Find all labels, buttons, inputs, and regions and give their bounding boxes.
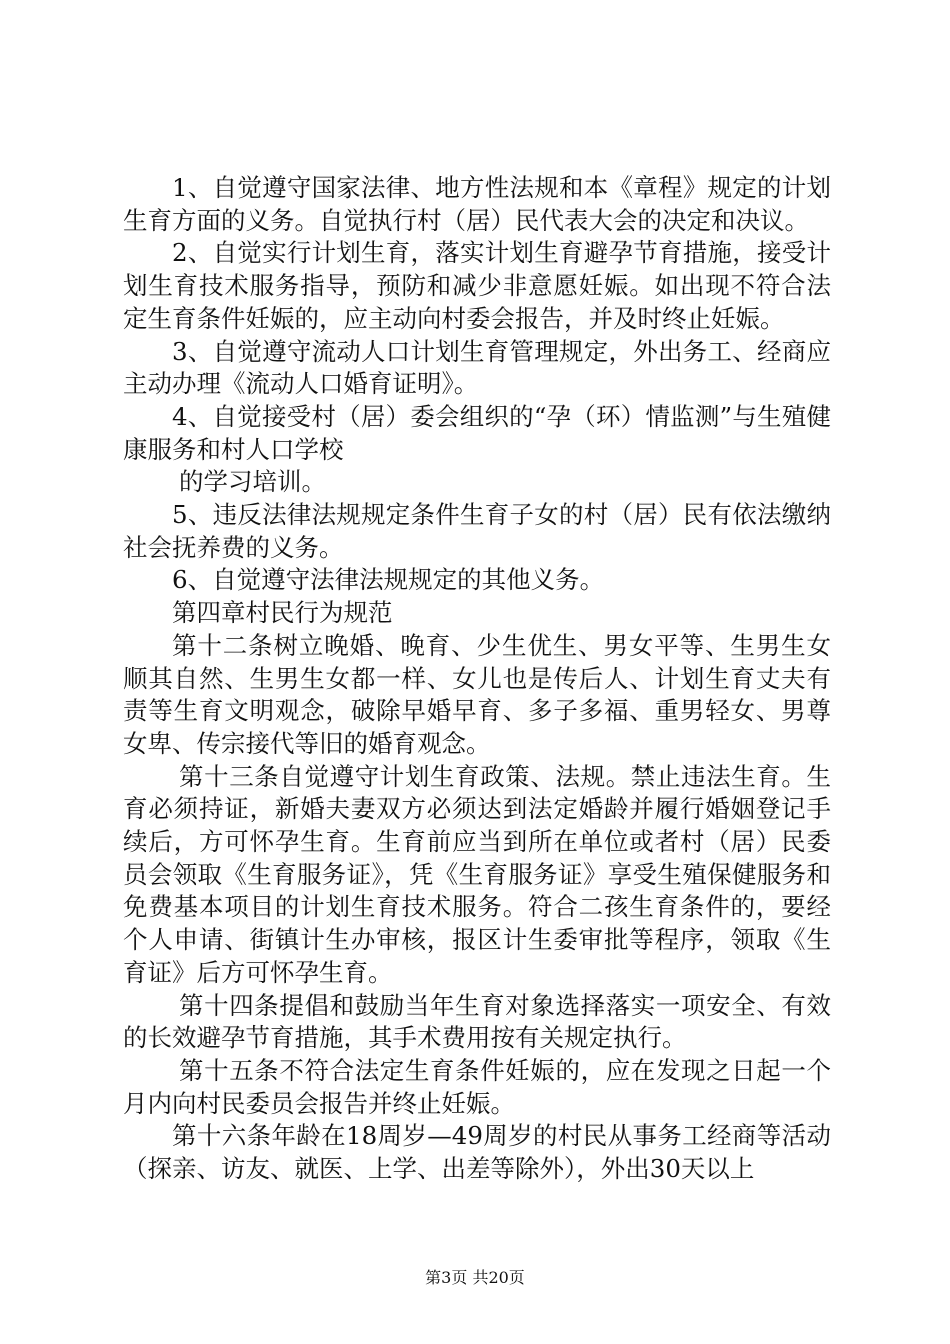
paragraph-obligation-6: 6、自觉遵守法律法规规定的其他义务。: [172, 565, 605, 595]
paragraph-obligation-1: 1、自觉遵守国家法律、地方性法规和本《章程》规定的计划生育方面的义务。自觉执行村（居）民代表大会的决定和决议。: [123, 173, 831, 235]
page-footer: [0, 1268, 950, 1288]
paragraph-article-15: 第十五条不符合法定生育条件妊娠的，应在发现之日起一个月内向村民委员会报告并终止妊娠。: [123, 1055, 831, 1118]
page-number: 第3页 共20页: [425, 1268, 525, 1287]
paragraph-article-16: 第十六条年龄在18周岁—49周岁的村民从事务工经商等活动（探亲、访友、就医、上学、出差等除外），外出30天以上: [123, 1121, 831, 1184]
chapter-heading: 第四章村民行为规范: [172, 598, 393, 628]
document-body: [123, 172, 831, 1186]
paragraph-obligation-5: 5、违反法律法规规定条件生育子女的村（居）民有依法缴纳社会抚养费的义务。: [123, 500, 831, 562]
paragraph-obligation-4: 4、自觉接受村（居）委会组织的“孕（环）情监测”与生殖健康服务和村人口学校: [123, 401, 831, 464]
paragraph-obligation-2: 2、自觉实行计划生育，落实计划生育避孕节育措施，接受计划生育技术服务指导，预防和减少非意愿妊娠。如出现不符合法定生育条件妊娠的，应主动向村委会报告，并及时终止妊娠。: [123, 238, 831, 333]
paragraph-obligation-3: 3、自觉遵守流动人口计划生育管理规定，外出务工、经商应主动办理《流动人口婚育证明》。: [123, 336, 831, 399]
paragraph-article-12: 第十二条树立晚婚、晚育、少生优生、男女平等、生男生女顺其自然、生男生女都一样、女儿也是传后人、计划生育丈夫有责等生育文明观念，破除早婚早育、多子多福、重男轻女、男尊女卑、传宗接代等旧的婚育观念。: [123, 630, 831, 758]
paragraph-article-13: 第十三条自觉遵守计划生育政策、法规。禁止违法生育。生育必须持证，新婚夫妻双方必须达到法定婚龄并履行婚姻登记手续后，方可怀孕生育。生育前应当到所在单位或者村（居）民委员会领取《生育服务证》，凭《生育服务证》享受生殖保健服务和免费基本项目的计划生育技术服务。符合二孩生育条件的，要经个人申请、街镇计生办审核，报区计生委审批等程序，领取《生育证》后方可怀孕生育。: [123, 761, 831, 987]
paragraph-obligation-4-continued: 的学习培训。: [179, 467, 326, 497]
paragraph-article-14: 第十四条提倡和鼓励当年生育对象选择落实一项安全、有效的长效避孕节育措施，其手术费用按有关规定执行。: [123, 990, 831, 1053]
